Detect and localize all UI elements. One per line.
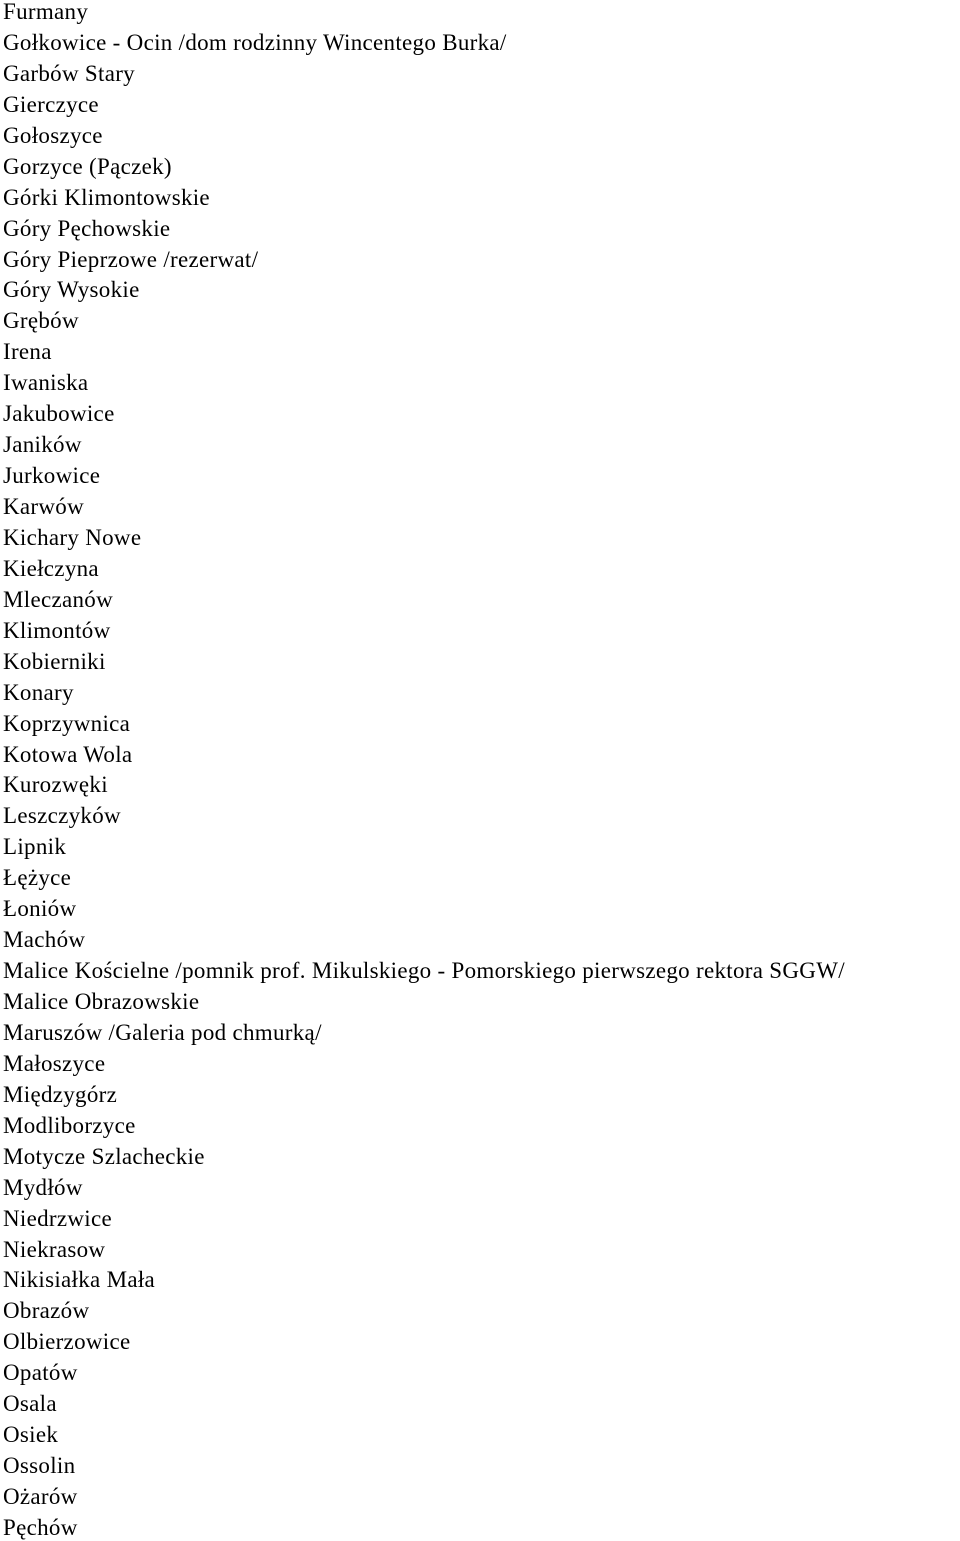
- place-item: Małoszyce: [3, 1050, 106, 1076]
- place-list: [3, 0, 958, 1541]
- place-item: Garbów Stary: [3, 60, 135, 86]
- place-item: Karwów: [3, 494, 84, 519]
- place-item: Olbierzowice: [3, 1329, 131, 1355]
- place-item: Machów: [3, 927, 86, 953]
- place-item: Niekrasow: [3, 1236, 106, 1262]
- place-item: Maruszów /Galeria pod chmurką/: [3, 1019, 322, 1045]
- place-item: Łoniów: [3, 896, 77, 922]
- place-item: Górki Klimontowskie: [3, 184, 210, 210]
- place-item: Klimontów: [3, 617, 111, 643]
- place-item: Konary: [3, 679, 74, 705]
- place-item: Kichary Nowe: [3, 524, 142, 550]
- place-item: Mleczanów: [3, 586, 113, 612]
- place-item: Gołkowice - Ocin /dom rodzinny Wincentego Burka/: [3, 29, 507, 55]
- place-item: Malice Obrazowskie: [3, 989, 200, 1014]
- place-item: Nikisiałka Mała: [3, 1267, 156, 1293]
- place-item: Pęchów: [3, 1514, 78, 1540]
- place-item: Lipnik: [3, 834, 67, 860]
- place-item: Kiełczyna: [3, 555, 99, 581]
- place-item: Modliborzyce: [3, 1112, 136, 1138]
- place-item: Góry Wysokie: [3, 277, 140, 303]
- place-item: Gołoszyce: [3, 122, 103, 148]
- place-item: Osala: [3, 1391, 57, 1417]
- place-item: Leszczyków: [3, 803, 121, 829]
- place-item: Kotowa Wola: [3, 741, 133, 767]
- place-item: Mydłów: [3, 1174, 83, 1200]
- place-item: Jakubowice: [3, 401, 115, 427]
- place-item: Ożarów: [3, 1484, 78, 1509]
- place-item: Obrazów: [3, 1298, 90, 1324]
- place-item: Międzygórz: [3, 1081, 118, 1107]
- place-item: Furmany: [3, 0, 89, 24]
- place-item: Iwaniska: [3, 370, 89, 396]
- place-item: Irena: [3, 339, 52, 365]
- place-item: Malice Kościelne /pomnik prof. Mikulskiego - Pomorskiego pierwszego rektora SGGW/: [3, 958, 845, 984]
- place-item: Osiek: [3, 1422, 59, 1448]
- place-item: Jurkowice: [3, 463, 101, 489]
- place-item: Góry Pieprzowe /rezerwat/: [3, 246, 259, 272]
- place-item: Motycze Szlacheckie: [3, 1143, 205, 1169]
- place-item: Koprzywnica: [3, 710, 131, 736]
- place-item: Góry Pęchowskie: [3, 215, 171, 241]
- place-item: Opatów: [3, 1360, 78, 1386]
- place-item: Janików: [3, 432, 82, 458]
- place-item: Gierczyce: [3, 91, 99, 117]
- place-item: Grębów: [3, 308, 79, 334]
- place-item: Gorzyce (Pączek): [3, 153, 172, 179]
- place-item: Kurozwęki: [3, 772, 108, 798]
- place-item: Ossolin: [3, 1453, 76, 1479]
- place-item: Kobierniki: [3, 648, 106, 674]
- place-item: Łężyce: [3, 865, 72, 891]
- place-item: Niedrzwice: [3, 1205, 112, 1231]
